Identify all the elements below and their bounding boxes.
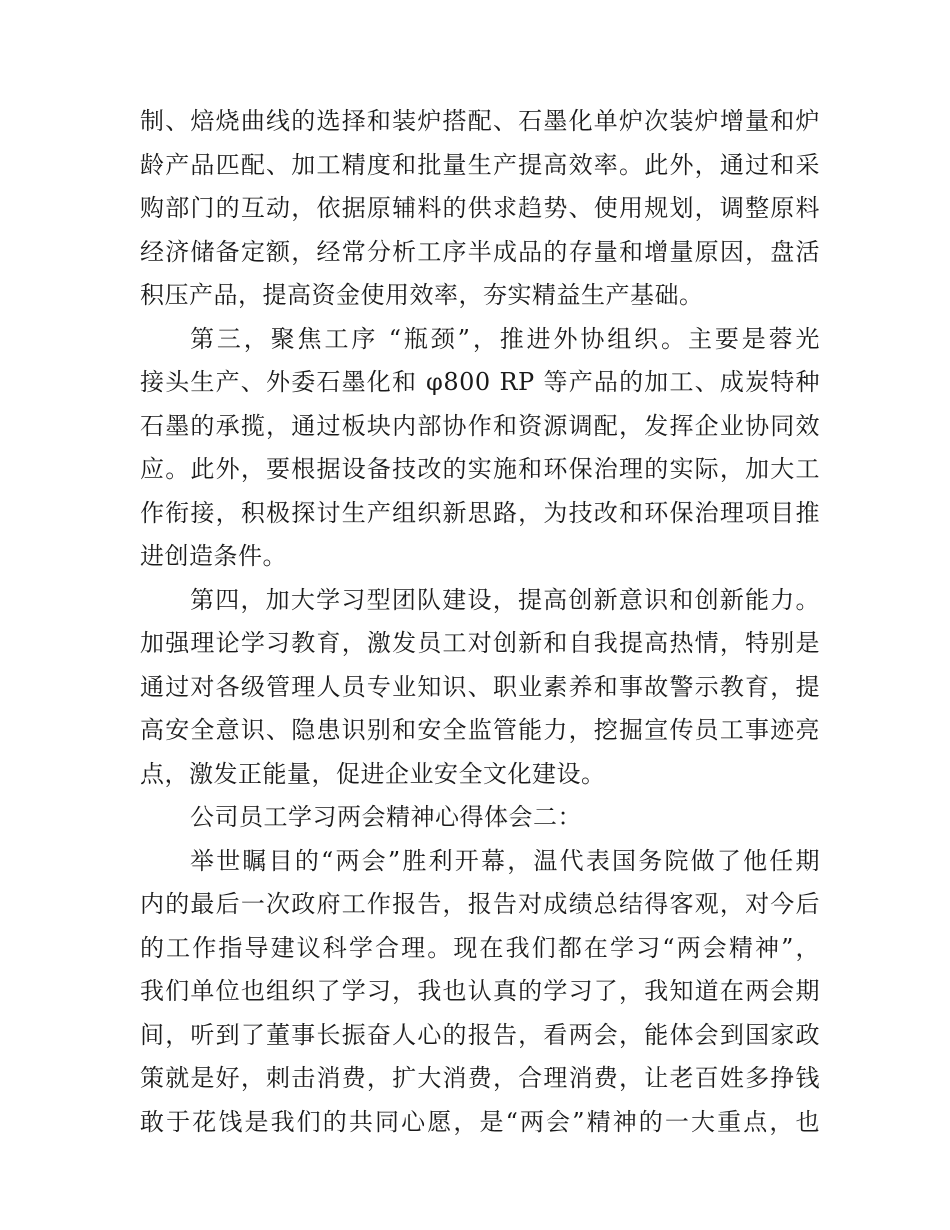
text-line: 购部门的互动，依据原辅料的供求趋势、使用规划，调整原料	[140, 194, 820, 222]
text-line: 第三，聚焦工序 “瓶颈”，推进外协组织。主要是蓉光	[190, 324, 820, 353]
text-line: 通过对各级管理人员专业知识、职业素养和事故警示教育，提	[140, 672, 820, 701]
text-line: 内的最后一次政府工作报告，报告对成绩总结得客观，对今后	[140, 890, 820, 918]
text-line: 积压产品，提高资金使用效率，夯实精益生产基础。	[140, 281, 704, 309]
text-line: 龄产品匹配、加工精度和批量生产提高效率。此外，通过和采	[140, 150, 820, 179]
text-line: 应。此外，要根据设备技改的实施和环保治理的实际，加大工	[140, 455, 820, 483]
text-line: 敢于花饯是我们的共同心愿，是“两会”精神的一大重点，也	[140, 1107, 820, 1136]
text-line: 举世瞩目的“两会”胜利开幕，温代表国务院做了他任期	[190, 846, 820, 875]
text-line: 策就是好，刺击消费，扩大消费，合理消费，让老百姓多挣钱	[140, 1064, 820, 1092]
text-line: 经济储备定额，经常分析工序半成品的存量和增量原因，盘活	[140, 237, 820, 266]
text-line: 间，听到了董事长振奋人心的报告，看两会，能体会到国家政	[140, 1020, 820, 1049]
text-line: 的工作指导建议科学合理。现在我们都在学习“两会精神”，	[140, 933, 820, 962]
text-line: 我们单位也组织了学习，我也认真的学习了，我知道在两会期	[140, 977, 820, 1005]
text-line: 点，激发正能量，促进企业安全文化建设。	[140, 759, 606, 788]
text-line: 接头生产、外委石墨化和 φ800 RP 等产品的加工、成炭特种	[140, 368, 820, 396]
text-line: 公司员工学习两会精神心得体会二：	[190, 803, 582, 831]
text-line: 加强理论学习教育，激发员工对创新和自我提高热情，特别是	[140, 629, 820, 657]
text-line: 制、焙烧曲线的选择和装炉搭配、石墨化单炉次装炉增量和炉	[140, 107, 820, 135]
text-line: 高安全意识、隐患识别和安全监管能力，挖掘宣传员工事迹亮	[140, 716, 820, 744]
text-line: 石墨的承揽，通过板块内部协作和资源调配，发挥企业协同效	[140, 411, 820, 440]
text-line: 作衔接，积极探讨生产组织新思路，为技改和环保治理项目推	[140, 498, 820, 527]
text-line: 进创造条件。	[140, 542, 287, 570]
document-body	[140, 100, 820, 1144]
text-line: 第四，加大学习型团队建设，提高创新意识和创新能力。	[190, 585, 820, 614]
